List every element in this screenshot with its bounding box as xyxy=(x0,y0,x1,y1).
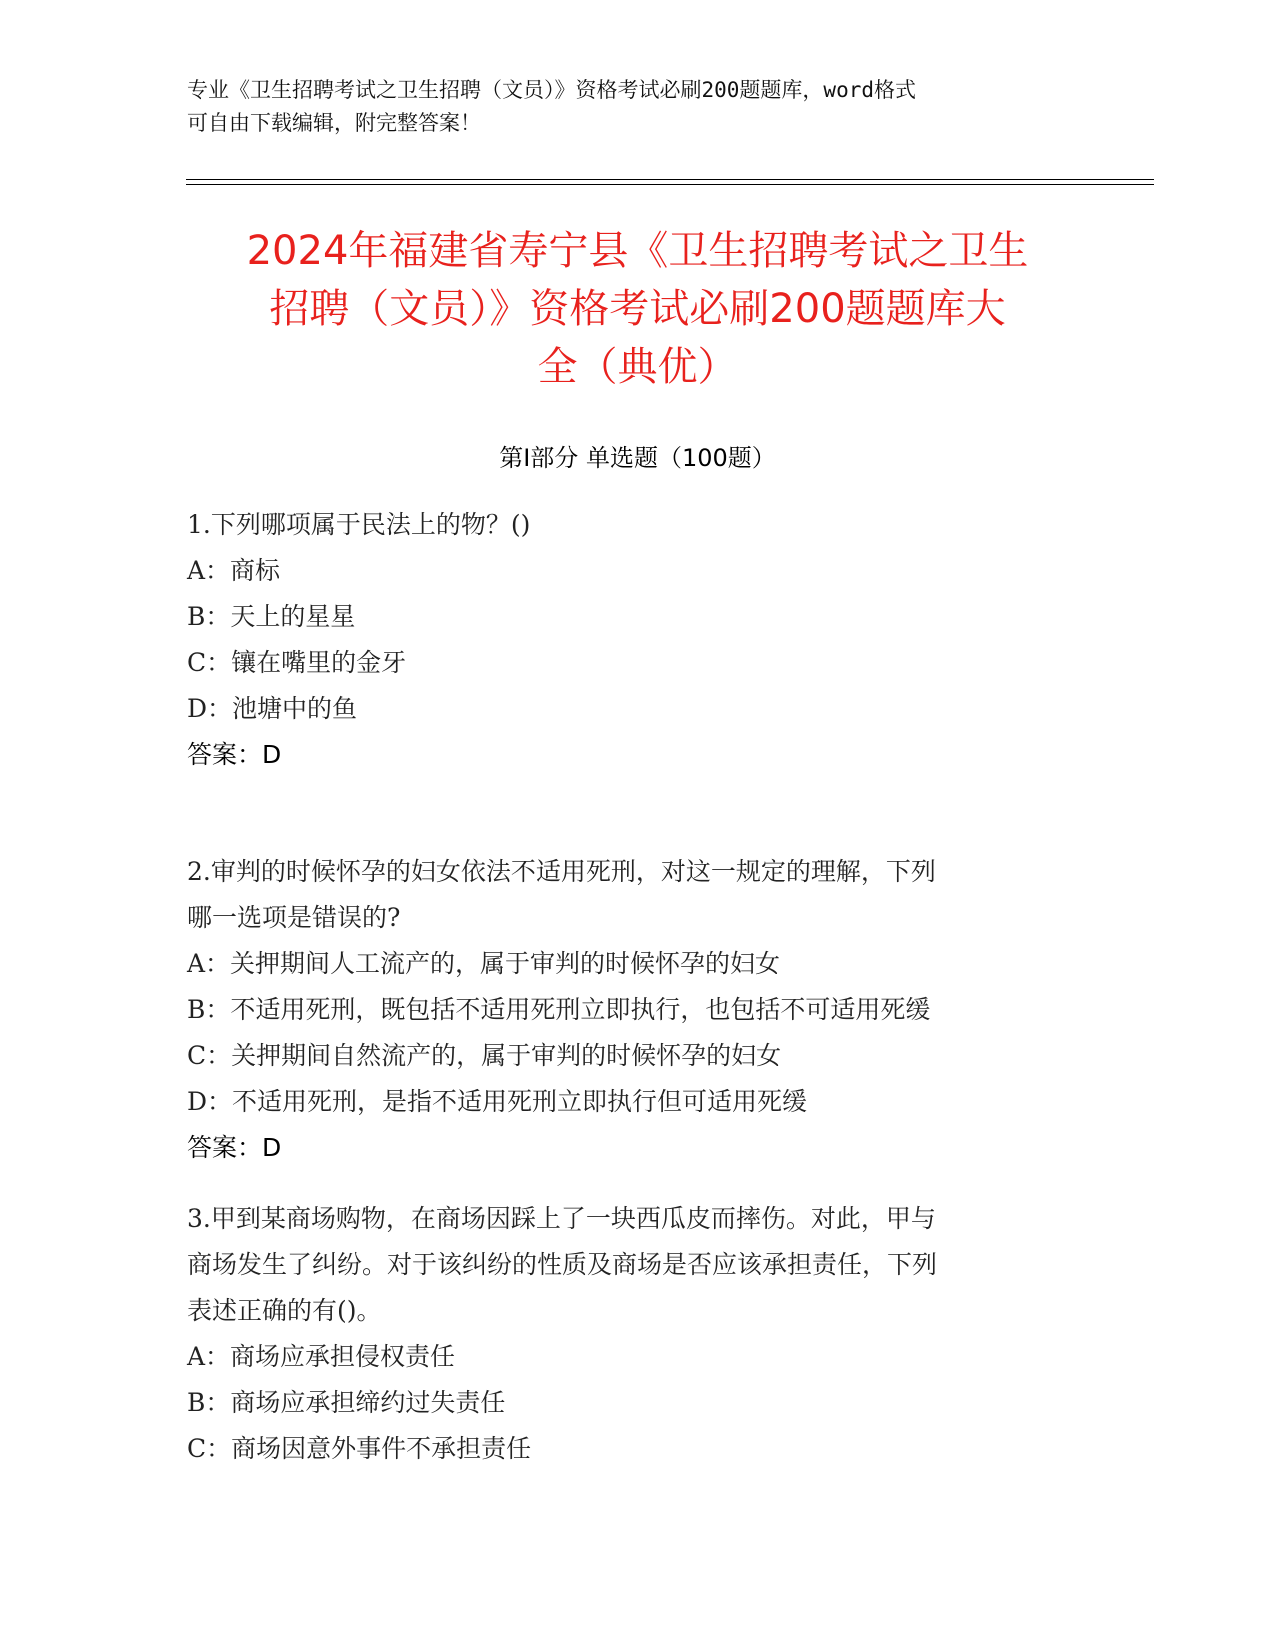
question-stem: 1.下列哪项属于民法上的物？() xyxy=(187,510,531,539)
option-b: B：商场应承担缔约过失责任 xyxy=(187,1388,506,1417)
title-line-3: 全（典优） xyxy=(537,344,738,390)
header-rule-top xyxy=(186,179,1154,180)
option-d: D：池塘中的鱼 xyxy=(187,694,358,723)
option-b: B：天上的星星 xyxy=(187,602,356,631)
option-b: B：不适用死刑，既包括不适用死刑立即执行，也包括不可适用死缓 xyxy=(187,995,931,1024)
question-stem-line-2: 商场发生了纠纷。对于该纠纷的性质及商场是否应该承担责任，下列 xyxy=(187,1250,938,1279)
answer: 答案：D xyxy=(187,1133,282,1162)
header-rule-bottom xyxy=(186,184,1154,185)
question-3 xyxy=(187,1196,937,1472)
option-a: A：关押期间人工流产的，属于审判的时候怀孕的妇女 xyxy=(187,949,781,978)
question-stem-line-1: 3.甲到某商场购物，在商场因踩上了一块西瓜皮而摔伤。对此，甲与 xyxy=(187,1204,936,1233)
header-note-line-1: 专业《卫生招聘考试之卫生招聘（文员）》资格考试必刷200题题库，word格式 xyxy=(187,78,916,102)
document-title xyxy=(150,222,1125,396)
question-stem-line-2: 哪一选项是错误的? xyxy=(187,903,401,932)
question-stem-line-1: 2.审判的时候怀孕的妇女依法不适用死刑，对这一规定的理解，下列 xyxy=(187,857,936,886)
option-c: C：商场因意外事件不承担责任 xyxy=(187,1434,532,1463)
option-d: D：不适用死刑，是指不适用死刑立即执行但可适用死缓 xyxy=(187,1087,808,1116)
title-line-2: 招聘（文员）》资格考试必刷200题题库大 xyxy=(269,286,1006,332)
option-c: C：镶在嘴里的金牙 xyxy=(187,648,407,677)
section-heading: 第Ⅰ部分 单选题（100题） xyxy=(499,444,776,472)
option-a: A：商标 xyxy=(187,556,281,585)
option-a: A：商场应承担侵权责任 xyxy=(187,1342,456,1371)
option-c: C：关押期间自然流产的，属于审判的时候怀孕的妇女 xyxy=(187,1041,782,1070)
question-2 xyxy=(187,849,936,1171)
question-stem-line-3: 表述正确的有()。 xyxy=(187,1296,382,1325)
title-line-1: 2024年福建省寿宁县《卫生招聘考试之卫生 xyxy=(246,228,1029,274)
header-note xyxy=(187,74,1067,140)
question-1 xyxy=(187,502,530,778)
header-note-line-2: 可自由下载编辑，附完整答案！ xyxy=(187,111,481,135)
answer: 答案：D xyxy=(187,740,282,769)
